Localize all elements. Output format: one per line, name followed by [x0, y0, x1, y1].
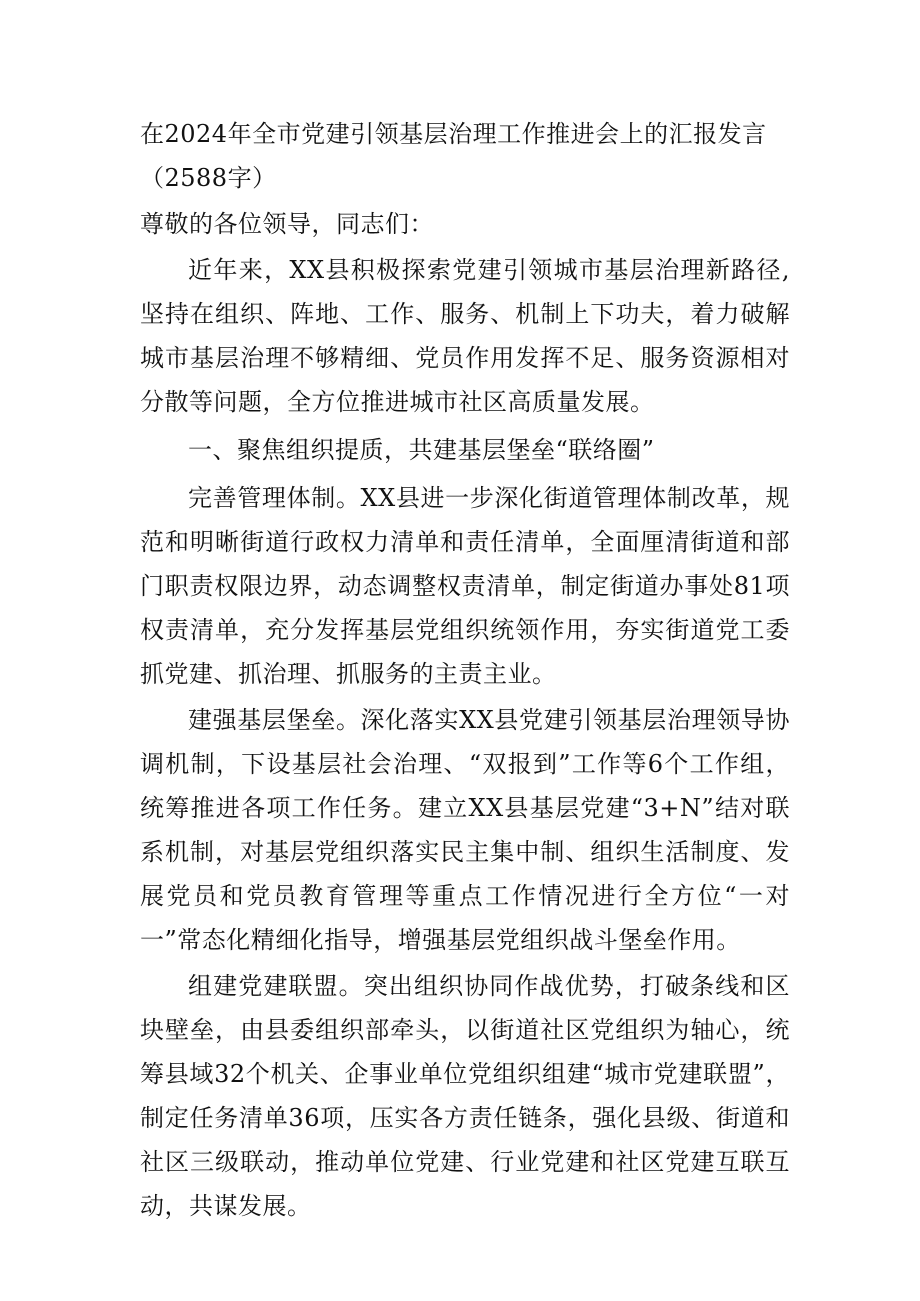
- salutation: 尊敬的各位领导，同志们：: [140, 210, 434, 238]
- body-paragraph: 完善管理体制。XX县进一步深化街道管理体制改革，规范和明晰街道行政权力清单和责任清单，全面厘清街道和部门职责权限边界，动态调整权责清单，制定街道办事处81项权责清单，充分发挥基层党组织统领作用，夯实街道党工委抓党建、抓治理、抓服务的主责主业。: [140, 484, 790, 688]
- body-paragraph: 组建党建联盟。突出组织协同作战优势，打破条线和区块壁垒，由县委组织部牵头，以街道社区党组织为轴心，统筹县域32个机关、企事业单位党组织组建“城市党建联盟”，制定任务清单36项，压实各方责任链条，强化县级、街道和社区三级联动，推动单位党建、行业党建和社区党建互联互动，共谋发展。: [140, 972, 790, 1220]
- document-page: [140, 112, 790, 1228]
- intro-paragraph: 近年来，XX县积极探索党建引领城市基层治理新路径,坚持在组织、阵地、工作、服务、机制上下功夫，着力破解城市基层治理不够精细、党员作用发挥不足、服务资源相对分散等问题，全方位推进城市社区高质量发展。: [140, 256, 790, 416]
- body-paragraph: 建强基层堡垒。深化落实XX县党建引领基层治理领导协调机制，下设基层社会治理、“双报到”工作等6个工作组，统筹推进各项工作任务。建立XX县基层党建“3+N”结对联系机制，对基层党组织落实民主集中制、组织生活制度、发展党员和党员教育管理等重点工作情况进行全方位“一对一”常态化精细化指导，增强基层党组织战斗堡垒作用。: [140, 706, 790, 954]
- document-title: 在2024年全市党建引领基层治理工作推进会上的汇报发言（2588字）: [140, 120, 767, 192]
- section-heading: 一、聚焦组织提质，共建基层堡垒“联络圈”: [188, 436, 655, 464]
